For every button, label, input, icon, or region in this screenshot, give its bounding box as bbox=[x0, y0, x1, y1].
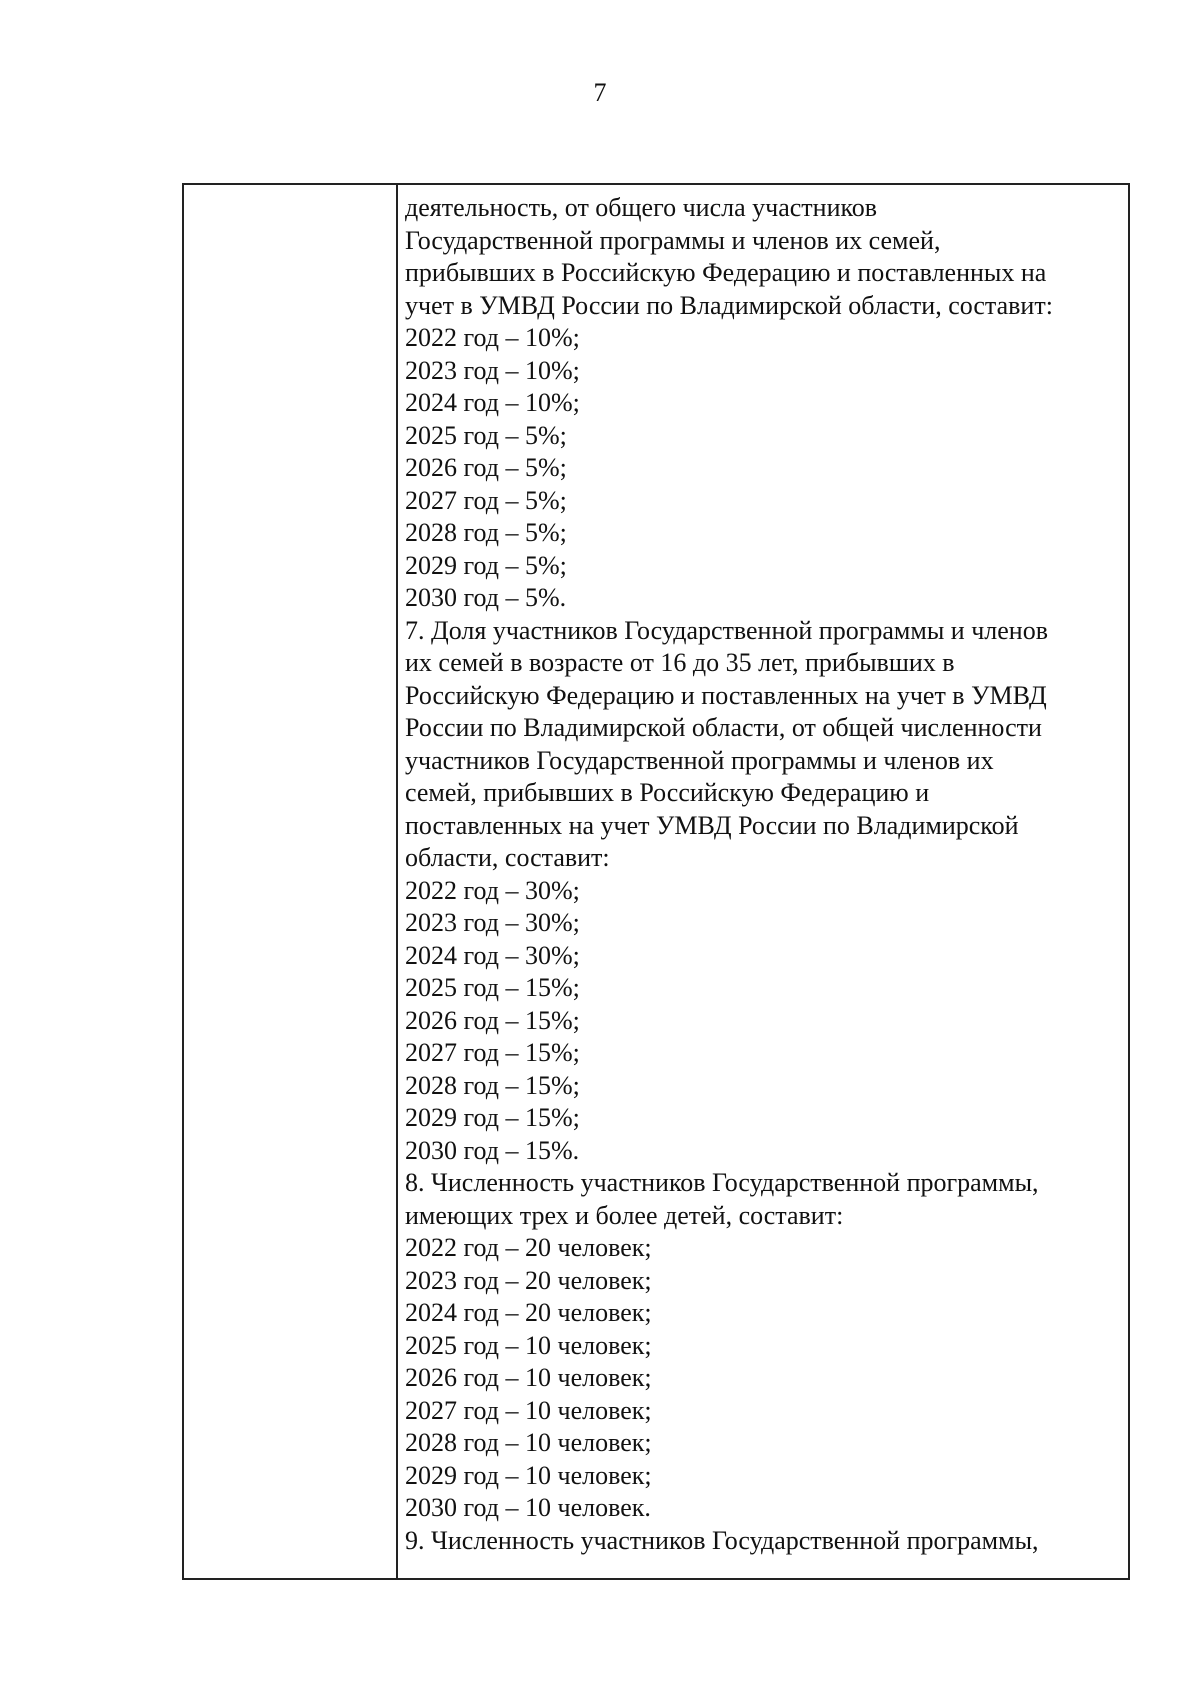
item-7-heading: 7. Доля участников Государственной программы и членов bbox=[405, 615, 1048, 645]
text-line: семей, прибывших в Российскую Федерацию и bbox=[405, 778, 930, 807]
year-value-line: 2030 год – 5%. bbox=[405, 583, 567, 612]
text-line: Государственной программы и членов их семей, bbox=[405, 225, 941, 255]
item-9-heading: 9. Численность участников Государственной программы, bbox=[405, 1525, 1039, 1555]
year-value-line: 2028 год – 5%; bbox=[405, 518, 567, 547]
text-line: деятельность, от общего числа участников bbox=[405, 193, 878, 222]
year-value-line: 2027 год – 15%; bbox=[405, 1038, 580, 1067]
text-line: имеющих трех и более детей, составит: bbox=[405, 1200, 844, 1230]
year-value-line: 2029 год – 5%; bbox=[405, 550, 567, 580]
table-right-cell bbox=[398, 185, 1128, 1578]
year-value-line: 2023 год – 20 человек; bbox=[405, 1265, 652, 1295]
page-number: 7 bbox=[593, 78, 607, 107]
year-value-line: 2026 год – 5%; bbox=[405, 453, 567, 482]
text-line: их семей в возрасте от 16 до 35 лет, прибывших в bbox=[405, 648, 955, 677]
year-value-line: 2023 год – 30%; bbox=[405, 908, 580, 937]
table-left-cell bbox=[184, 185, 398, 1578]
text-line: поставленных на учет УМВД России по Владимирской bbox=[405, 810, 1019, 840]
text-line: участников Государственной программы и членов их bbox=[405, 745, 994, 775]
year-value-line: 2027 год – 10 человек; bbox=[405, 1395, 652, 1425]
year-value-line: 2025 год – 10 человек; bbox=[405, 1330, 652, 1360]
year-value-line: 2028 год – 15%; bbox=[405, 1070, 580, 1100]
year-value-line: 2029 год – 10 человек; bbox=[405, 1460, 652, 1490]
year-value-line: 2026 год – 10 человек; bbox=[405, 1363, 652, 1392]
text-line: учет в УМВД России по Владимирской области, составит: bbox=[405, 290, 1053, 320]
year-value-line: 2023 год – 10%; bbox=[405, 355, 580, 385]
year-value-line: 2025 год – 5%; bbox=[405, 420, 567, 450]
text-line: области, составит: bbox=[405, 843, 610, 872]
text-line: Российскую Федерацию и поставленных на учет в УМВД bbox=[405, 680, 1047, 710]
year-value-line: 2030 год – 15%. bbox=[405, 1135, 580, 1165]
year-value-line: 2026 год – 15%; bbox=[405, 1005, 580, 1035]
year-value-line: 2024 год – 10%; bbox=[405, 388, 580, 417]
text-line: прибывших в Российскую Федерацию и поставленных на bbox=[405, 258, 1047, 287]
text-line: России по Владимирской области, от общей численности bbox=[405, 713, 1042, 742]
year-value-line: 2028 год – 10 человек; bbox=[405, 1428, 652, 1457]
item-8-heading: 8. Численность участников Государственной программы, bbox=[405, 1168, 1039, 1197]
year-value-line: 2030 год – 10 человек. bbox=[405, 1493, 651, 1522]
document-table bbox=[182, 183, 1130, 1580]
year-value-line: 2022 год – 20 человек; bbox=[405, 1233, 652, 1262]
year-value-line: 2029 год – 15%; bbox=[405, 1103, 580, 1132]
year-value-line: 2027 год – 5%; bbox=[405, 485, 567, 515]
year-value-line: 2022 год – 10%; bbox=[405, 323, 580, 352]
year-value-line: 2025 год – 15%; bbox=[405, 973, 580, 1002]
year-value-line: 2024 год – 30%; bbox=[405, 940, 580, 970]
year-value-line: 2024 год – 20 человек; bbox=[405, 1298, 652, 1327]
year-value-line: 2022 год – 30%; bbox=[405, 875, 580, 905]
